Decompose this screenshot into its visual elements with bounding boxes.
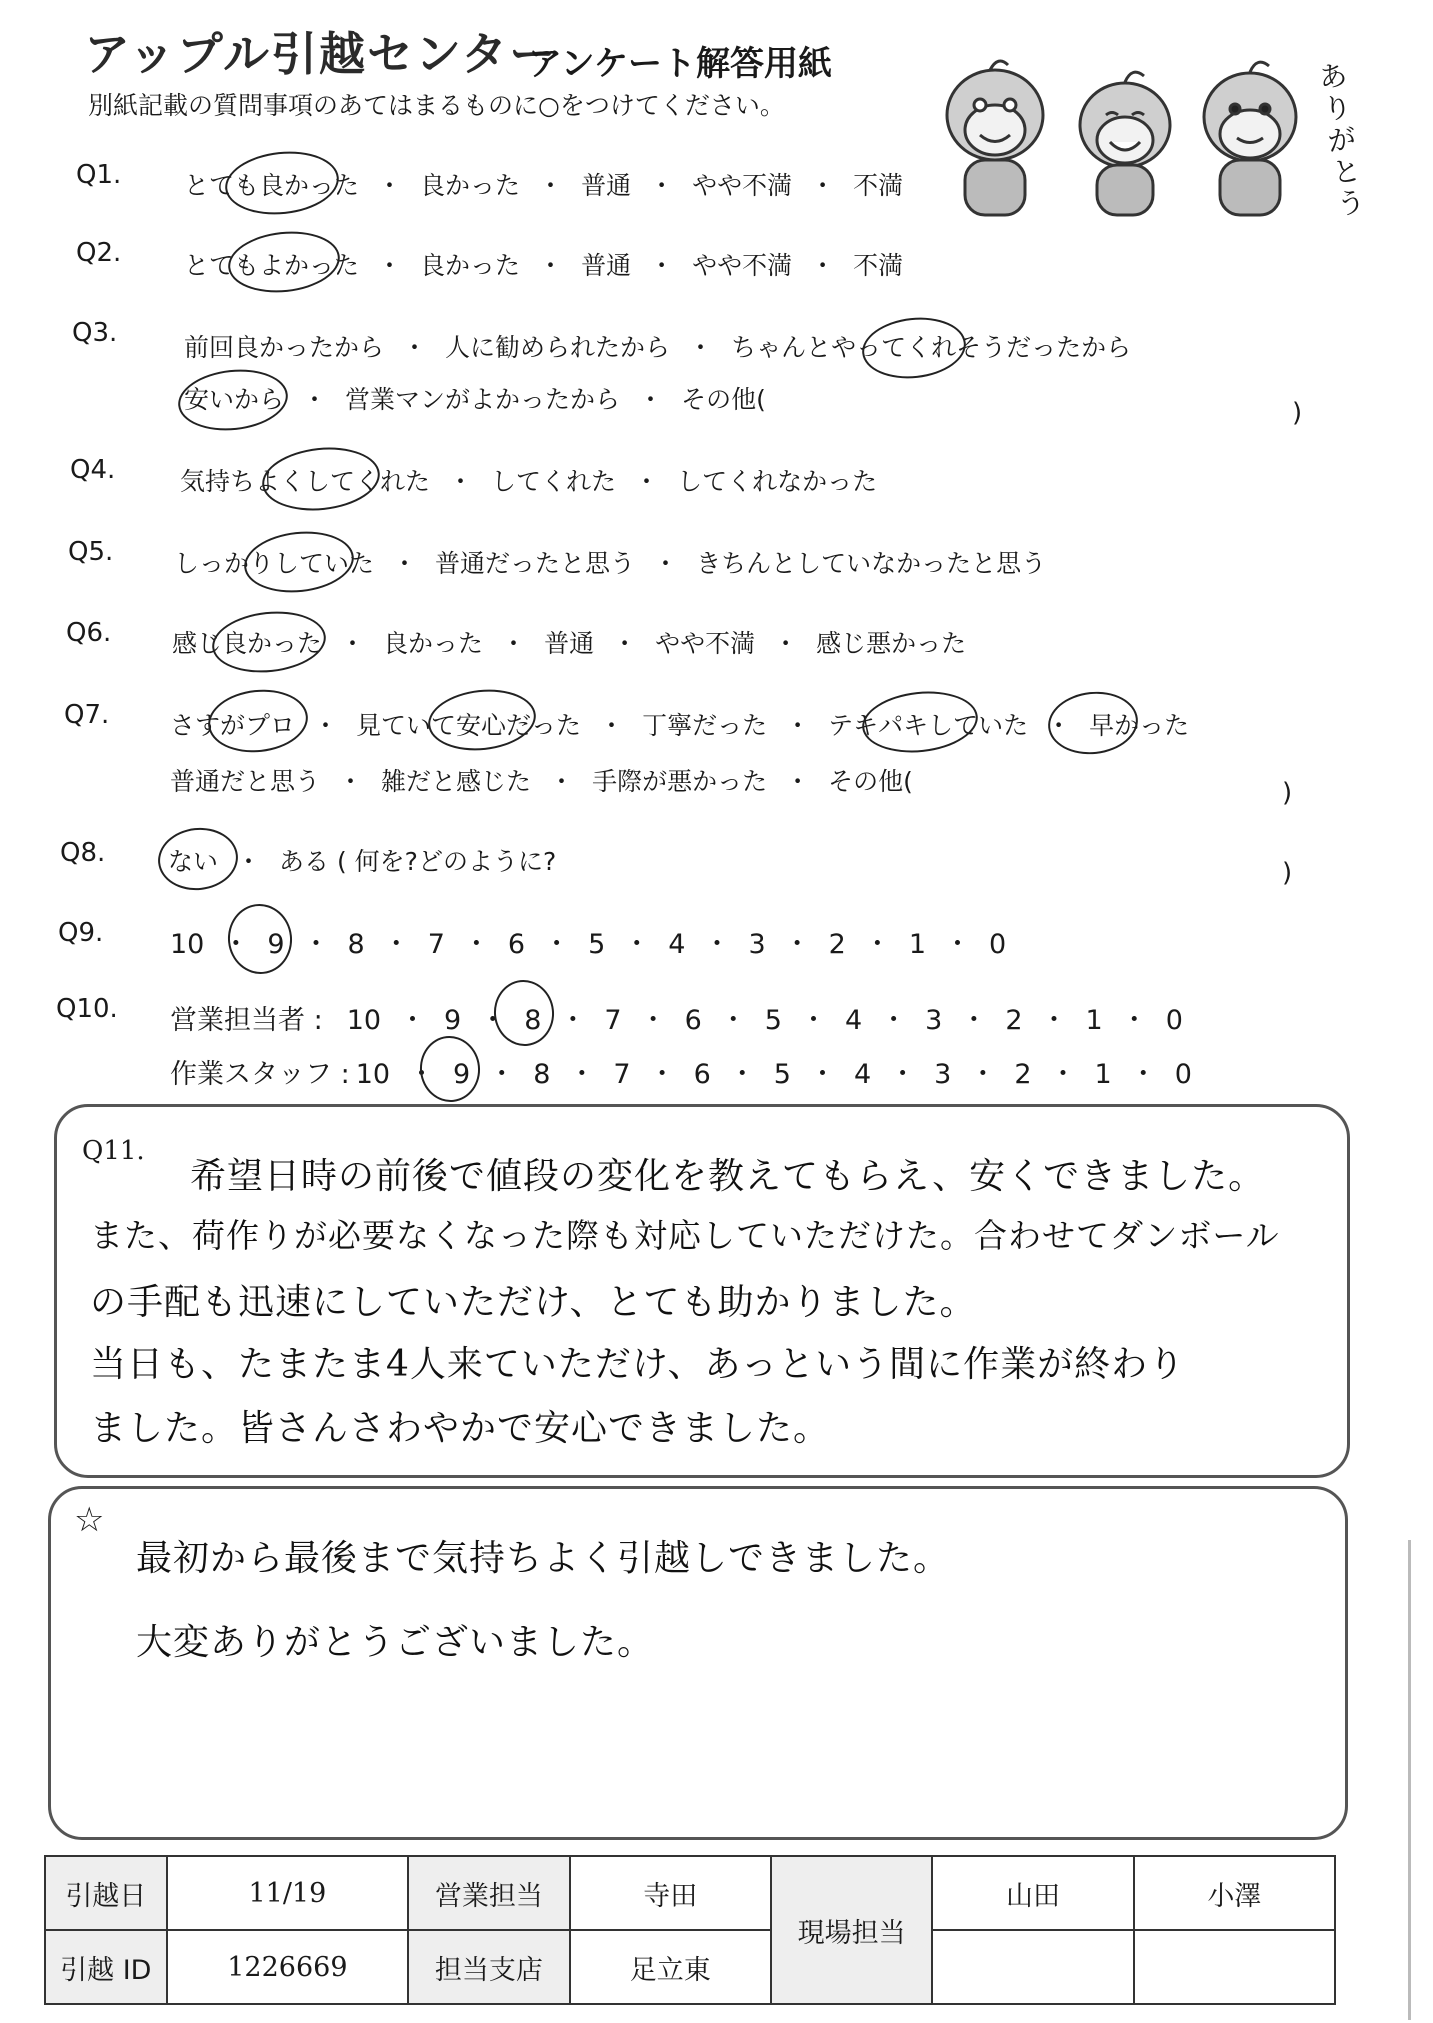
q10-sales-option-4[interactable]: 4 bbox=[844, 1005, 863, 1036]
q10-staff-selected-circle bbox=[417, 1033, 484, 1105]
q9-option-5[interactable]: 5 bbox=[588, 929, 606, 960]
scan-edge-line bbox=[1408, 1540, 1411, 2020]
branch-value: 足立東 bbox=[570, 1930, 771, 2004]
q7-selected-circle-3 bbox=[859, 686, 981, 758]
instruction-text: 別紙記載の質問事項のあてはまるものに○をつけてください。 bbox=[88, 91, 785, 120]
q3-option-5[interactable]: 営業マンがよかったから bbox=[345, 385, 621, 414]
q10-sales-option-2[interactable]: 2 bbox=[1005, 1005, 1023, 1036]
q3-selected-circle-1 bbox=[859, 313, 969, 384]
q9-option-4[interactable]: 4 bbox=[668, 929, 686, 960]
q10-staff-option-10[interactable]: 10 bbox=[355, 1059, 391, 1090]
q6-option-5[interactable]: 感じ悪かった bbox=[816, 629, 967, 658]
site-staff-empty-2 bbox=[1134, 1930, 1335, 2004]
free-comment-line-1: 最初から最後まで気持ちよく引越しできました。 bbox=[136, 1538, 951, 1579]
q8-options: ない ・ ある ( 何を?どのように? bbox=[168, 847, 557, 876]
move-info-table bbox=[44, 1855, 1336, 2005]
q10-sales-option-5[interactable]: 5 bbox=[764, 1005, 782, 1036]
q9-option-1[interactable]: 1 bbox=[908, 929, 927, 960]
q3-options-line1: 前回良かったから ・ 人に勧められたから ・ ちゃんとやってくれそうだったから bbox=[184, 333, 1132, 362]
q9-label: Q9. bbox=[58, 918, 104, 948]
q8-label: Q8. bbox=[60, 838, 106, 868]
q7-selected-circle-4 bbox=[1045, 687, 1141, 758]
q2-option-3[interactable]: 普通 bbox=[581, 251, 632, 280]
q5-label: Q5. bbox=[68, 537, 114, 567]
form-title: アップル引越センター bbox=[84, 27, 558, 81]
q3-close-paren: ) bbox=[1292, 398, 1303, 428]
site-staff-2: 小澤 bbox=[1134, 1856, 1335, 1930]
q11-label: Q11. bbox=[82, 1136, 145, 1166]
monkey-mascot-illustration bbox=[920, 40, 1350, 220]
q3-option-3[interactable]: ちゃんとやってくれそうだったから bbox=[731, 333, 1132, 362]
q11-line-3: の手配も迅速にしていただけ、とても助かりました。 bbox=[90, 1282, 977, 1323]
q8-close-paren: ) bbox=[1282, 858, 1293, 888]
q3-selected-circle-2 bbox=[175, 364, 291, 435]
q11-line-1: 希望日時の前後で値段の変化を教えてもらえ、安くできました。 bbox=[190, 1156, 1266, 1197]
q3-option-6[interactable]: その他( bbox=[681, 385, 766, 414]
sales-rep-label: 営業担当 bbox=[408, 1856, 569, 1930]
q10-sales-option-8[interactable]: 8 bbox=[524, 1005, 542, 1036]
q10-sales-selected-circle bbox=[491, 977, 558, 1049]
q6-options: 感じ良かった ・ 良かった ・ 普通 ・ やや不満 ・ 感じ悪かった bbox=[172, 629, 967, 658]
q9-option-10[interactable]: 10 bbox=[170, 929, 205, 960]
q6-option-3[interactable]: 普通 bbox=[544, 629, 595, 658]
q8-selected-circle bbox=[155, 824, 241, 894]
q7-options-line1: さすがプロ ・ 見ていて安心だった ・ 丁寧だった ・ テキパキしていた ・ 早かった bbox=[170, 711, 1190, 740]
q2-options: とてもよかった ・ 良かった ・ 普通 ・ やや不満 ・ 不満 bbox=[184, 251, 904, 280]
q7-option-2[interactable]: 見ていて安心だった bbox=[356, 711, 582, 740]
q10-sales-option-6[interactable]: 6 bbox=[684, 1005, 702, 1036]
move-date-label: 引越日 bbox=[45, 1856, 167, 1930]
q6-option-4[interactable]: やや不満 bbox=[655, 629, 756, 658]
q1-option-4[interactable]: やや不満 bbox=[692, 171, 793, 200]
q10-staff-row: 作業スタッフ : 10 ・ 9 ・ 8 ・ 7 ・ 6 ・ 5 ・ 4 ・ 3 ・ 2 ・ 1 ・ 0 bbox=[170, 1059, 1192, 1090]
q11-line-4: 当日も、たまたま4人来ていただけ、あっという間に作業が終わり bbox=[90, 1344, 1186, 1385]
q2-option-2[interactable]: 良かった bbox=[420, 251, 521, 280]
q10-staff-option-4[interactable]: 4 bbox=[853, 1059, 872, 1090]
q11-line-5: ました。皆さんさわやかで安心できました。 bbox=[90, 1408, 831, 1449]
q1-option-3[interactable]: 普通 bbox=[581, 171, 632, 200]
q4-option-3[interactable]: してくれなかった bbox=[677, 467, 878, 496]
q6-label: Q6. bbox=[66, 618, 112, 648]
q6-selected-circle bbox=[209, 606, 329, 678]
q10-staff-option-8[interactable]: 8 bbox=[533, 1059, 551, 1090]
branch-label: 担当支店 bbox=[408, 1930, 569, 2004]
q10-staff-option-9[interactable]: 9 bbox=[453, 1059, 471, 1090]
q11-line-2: また、荷作りが必要なくなった際も対応していただけた。合わせてダンボール bbox=[90, 1216, 1280, 1255]
q3-options-line2: 安いから ・ 営業マンがよかったから ・ その他( bbox=[184, 385, 766, 414]
q3-option-1[interactable]: 前回良かったから bbox=[184, 333, 385, 362]
q7-options-line2: 普通だと思う ・ 雑だと感じた ・ 手際が悪かった ・ その他( bbox=[170, 767, 913, 796]
move-date-value: 11/19 bbox=[167, 1856, 409, 1930]
q4-option-1[interactable]: 気持ちよくしてくれた bbox=[180, 467, 431, 496]
q1-options: とても良かった ・ 良かった ・ 普通 ・ やや不満 ・ 不満 bbox=[184, 171, 904, 200]
q9-option-0[interactable]: 0 bbox=[989, 929, 1007, 960]
q6-option-2[interactable]: 良かった bbox=[383, 629, 484, 658]
q1-label: Q1. bbox=[76, 160, 122, 190]
q9-option-9[interactable]: 9 bbox=[267, 929, 285, 960]
q9-option-3[interactable]: 3 bbox=[748, 929, 766, 960]
q1-selected-circle bbox=[222, 146, 342, 220]
q2-selected-circle bbox=[225, 226, 343, 297]
q2-label: Q2. bbox=[76, 238, 122, 268]
q10-staff-option-5[interactable]: 5 bbox=[773, 1059, 791, 1090]
q4-options: 気持ちよくしてくれた ・ してくれた ・ してくれなかった bbox=[180, 467, 878, 496]
form-subtitle: アンケート解答用紙 bbox=[528, 44, 832, 84]
q10-sales-label: 営業担当者 : bbox=[170, 1005, 323, 1036]
q10-sales-row: 営業担当者 : 10 ・ 9 ・ 8 ・ 7 ・ 6 ・ 5 ・ 4 ・ 3 ・ 2 ・ 1 ・ 0 bbox=[170, 1005, 1183, 1036]
q5-option-1[interactable]: しっかりしていた bbox=[174, 549, 375, 578]
q7-option-7[interactable]: 雑だと感じた bbox=[381, 767, 532, 796]
q10-sales-option-3[interactable]: 3 bbox=[925, 1005, 943, 1036]
q1-option-1[interactable]: とても良かった bbox=[184, 171, 360, 200]
q7-label: Q7. bbox=[64, 700, 110, 730]
q7-close-paren: ) bbox=[1282, 778, 1293, 808]
q9-selected-circle bbox=[225, 901, 296, 977]
site-staff-1: 山田 bbox=[932, 1856, 1133, 1930]
q8-option-1[interactable]: ない bbox=[168, 847, 219, 876]
site-staff-empty-1 bbox=[932, 1930, 1133, 2004]
q10-sales-option-0[interactable]: 0 bbox=[1165, 1005, 1183, 1036]
q10-sales-option-10[interactable]: 10 bbox=[346, 1005, 382, 1036]
q3-option-4[interactable]: 安いから bbox=[184, 385, 285, 414]
q10-staff-option-1[interactable]: 1 bbox=[1094, 1059, 1112, 1090]
q2-option-4[interactable]: やや不満 bbox=[692, 251, 793, 280]
move-id-value: 1226669 bbox=[167, 1930, 409, 2004]
site-staff-label: 現場担当 bbox=[771, 1856, 932, 2004]
q9-option-6[interactable]: 6 bbox=[507, 929, 526, 960]
q9-option-7[interactable]: 7 bbox=[427, 929, 445, 960]
q10-staff-option-6[interactable]: 6 bbox=[693, 1059, 711, 1090]
q2-option-1[interactable]: とてもよかった bbox=[184, 251, 360, 280]
q10-staff-option-7[interactable]: 7 bbox=[613, 1059, 631, 1090]
q2-option-5[interactable]: 不満 bbox=[853, 251, 904, 280]
q10-sales-option-1[interactable]: 1 bbox=[1085, 1005, 1103, 1036]
q9-option-2[interactable]: 2 bbox=[828, 929, 846, 960]
q10-label: Q10. bbox=[56, 994, 118, 1024]
q9-option-8[interactable]: 8 bbox=[347, 929, 365, 960]
q10-sales-option-9[interactable]: 9 bbox=[444, 1005, 462, 1036]
q4-selected-circle bbox=[259, 442, 383, 516]
q7-option-9[interactable]: その他( bbox=[828, 767, 913, 796]
q5-option-2[interactable]: 普通だったと思う bbox=[435, 549, 636, 578]
q10-staff-option-0[interactable]: 0 bbox=[1174, 1059, 1192, 1090]
move-id-label: 引越 ID bbox=[45, 1930, 167, 2004]
free-comment-line-2: 大変ありがとうございました。 bbox=[136, 1622, 655, 1663]
q1-option-2[interactable]: 良かった bbox=[420, 171, 521, 200]
q10-staff-option-3[interactable]: 3 bbox=[934, 1059, 952, 1090]
q7-option-6[interactable]: 普通だと思う bbox=[170, 767, 321, 796]
q1-option-5[interactable]: 不満 bbox=[853, 171, 904, 200]
q9-scale: 10 ・ 9 ・ 8 ・ 7 ・ 6 ・ 5 ・ 4 ・ 3 ・ 2 ・ 1 ・ 0 bbox=[170, 929, 1007, 960]
q7-option-5[interactable]: 早かった bbox=[1089, 711, 1190, 740]
q4-option-2[interactable]: してくれた bbox=[491, 467, 617, 496]
q3-option-2[interactable]: 人に勧められたから bbox=[445, 333, 671, 362]
q7-option-8[interactable]: 手際が悪かった bbox=[592, 767, 768, 796]
q7-option-1[interactable]: さすがプロ bbox=[170, 711, 296, 740]
sales-rep-value: 寺田 bbox=[570, 1856, 771, 1930]
q5-selected-circle bbox=[241, 526, 357, 597]
q6-option-1[interactable]: 感じ良かった bbox=[172, 629, 323, 658]
q5-option-3[interactable]: きちんとしていなかったと思う bbox=[696, 549, 1047, 578]
q5-options: しっかりしていた ・ 普通だったと思う ・ きちんとしていなかったと思う bbox=[174, 549, 1047, 578]
q4-label: Q4. bbox=[70, 455, 116, 485]
q10-staff-label: 作業スタッフ : bbox=[170, 1059, 350, 1090]
star-mark: ☆ bbox=[74, 1500, 105, 1540]
q7-selected-circle-2 bbox=[425, 685, 539, 756]
q7-option-4[interactable]: テキパキしていた bbox=[828, 711, 1029, 740]
q8-option-2[interactable]: ある ( 何を?どのように? bbox=[279, 847, 557, 876]
q7-selected-circle-1 bbox=[205, 685, 311, 757]
q10-staff-option-2[interactable]: 2 bbox=[1014, 1059, 1032, 1090]
thanks-side-text: ありがとう bbox=[1316, 58, 1368, 222]
q3-label: Q3. bbox=[72, 318, 118, 348]
q7-option-3[interactable]: 丁寧だった bbox=[642, 711, 768, 740]
q10-sales-option-7[interactable]: 7 bbox=[604, 1005, 622, 1036]
